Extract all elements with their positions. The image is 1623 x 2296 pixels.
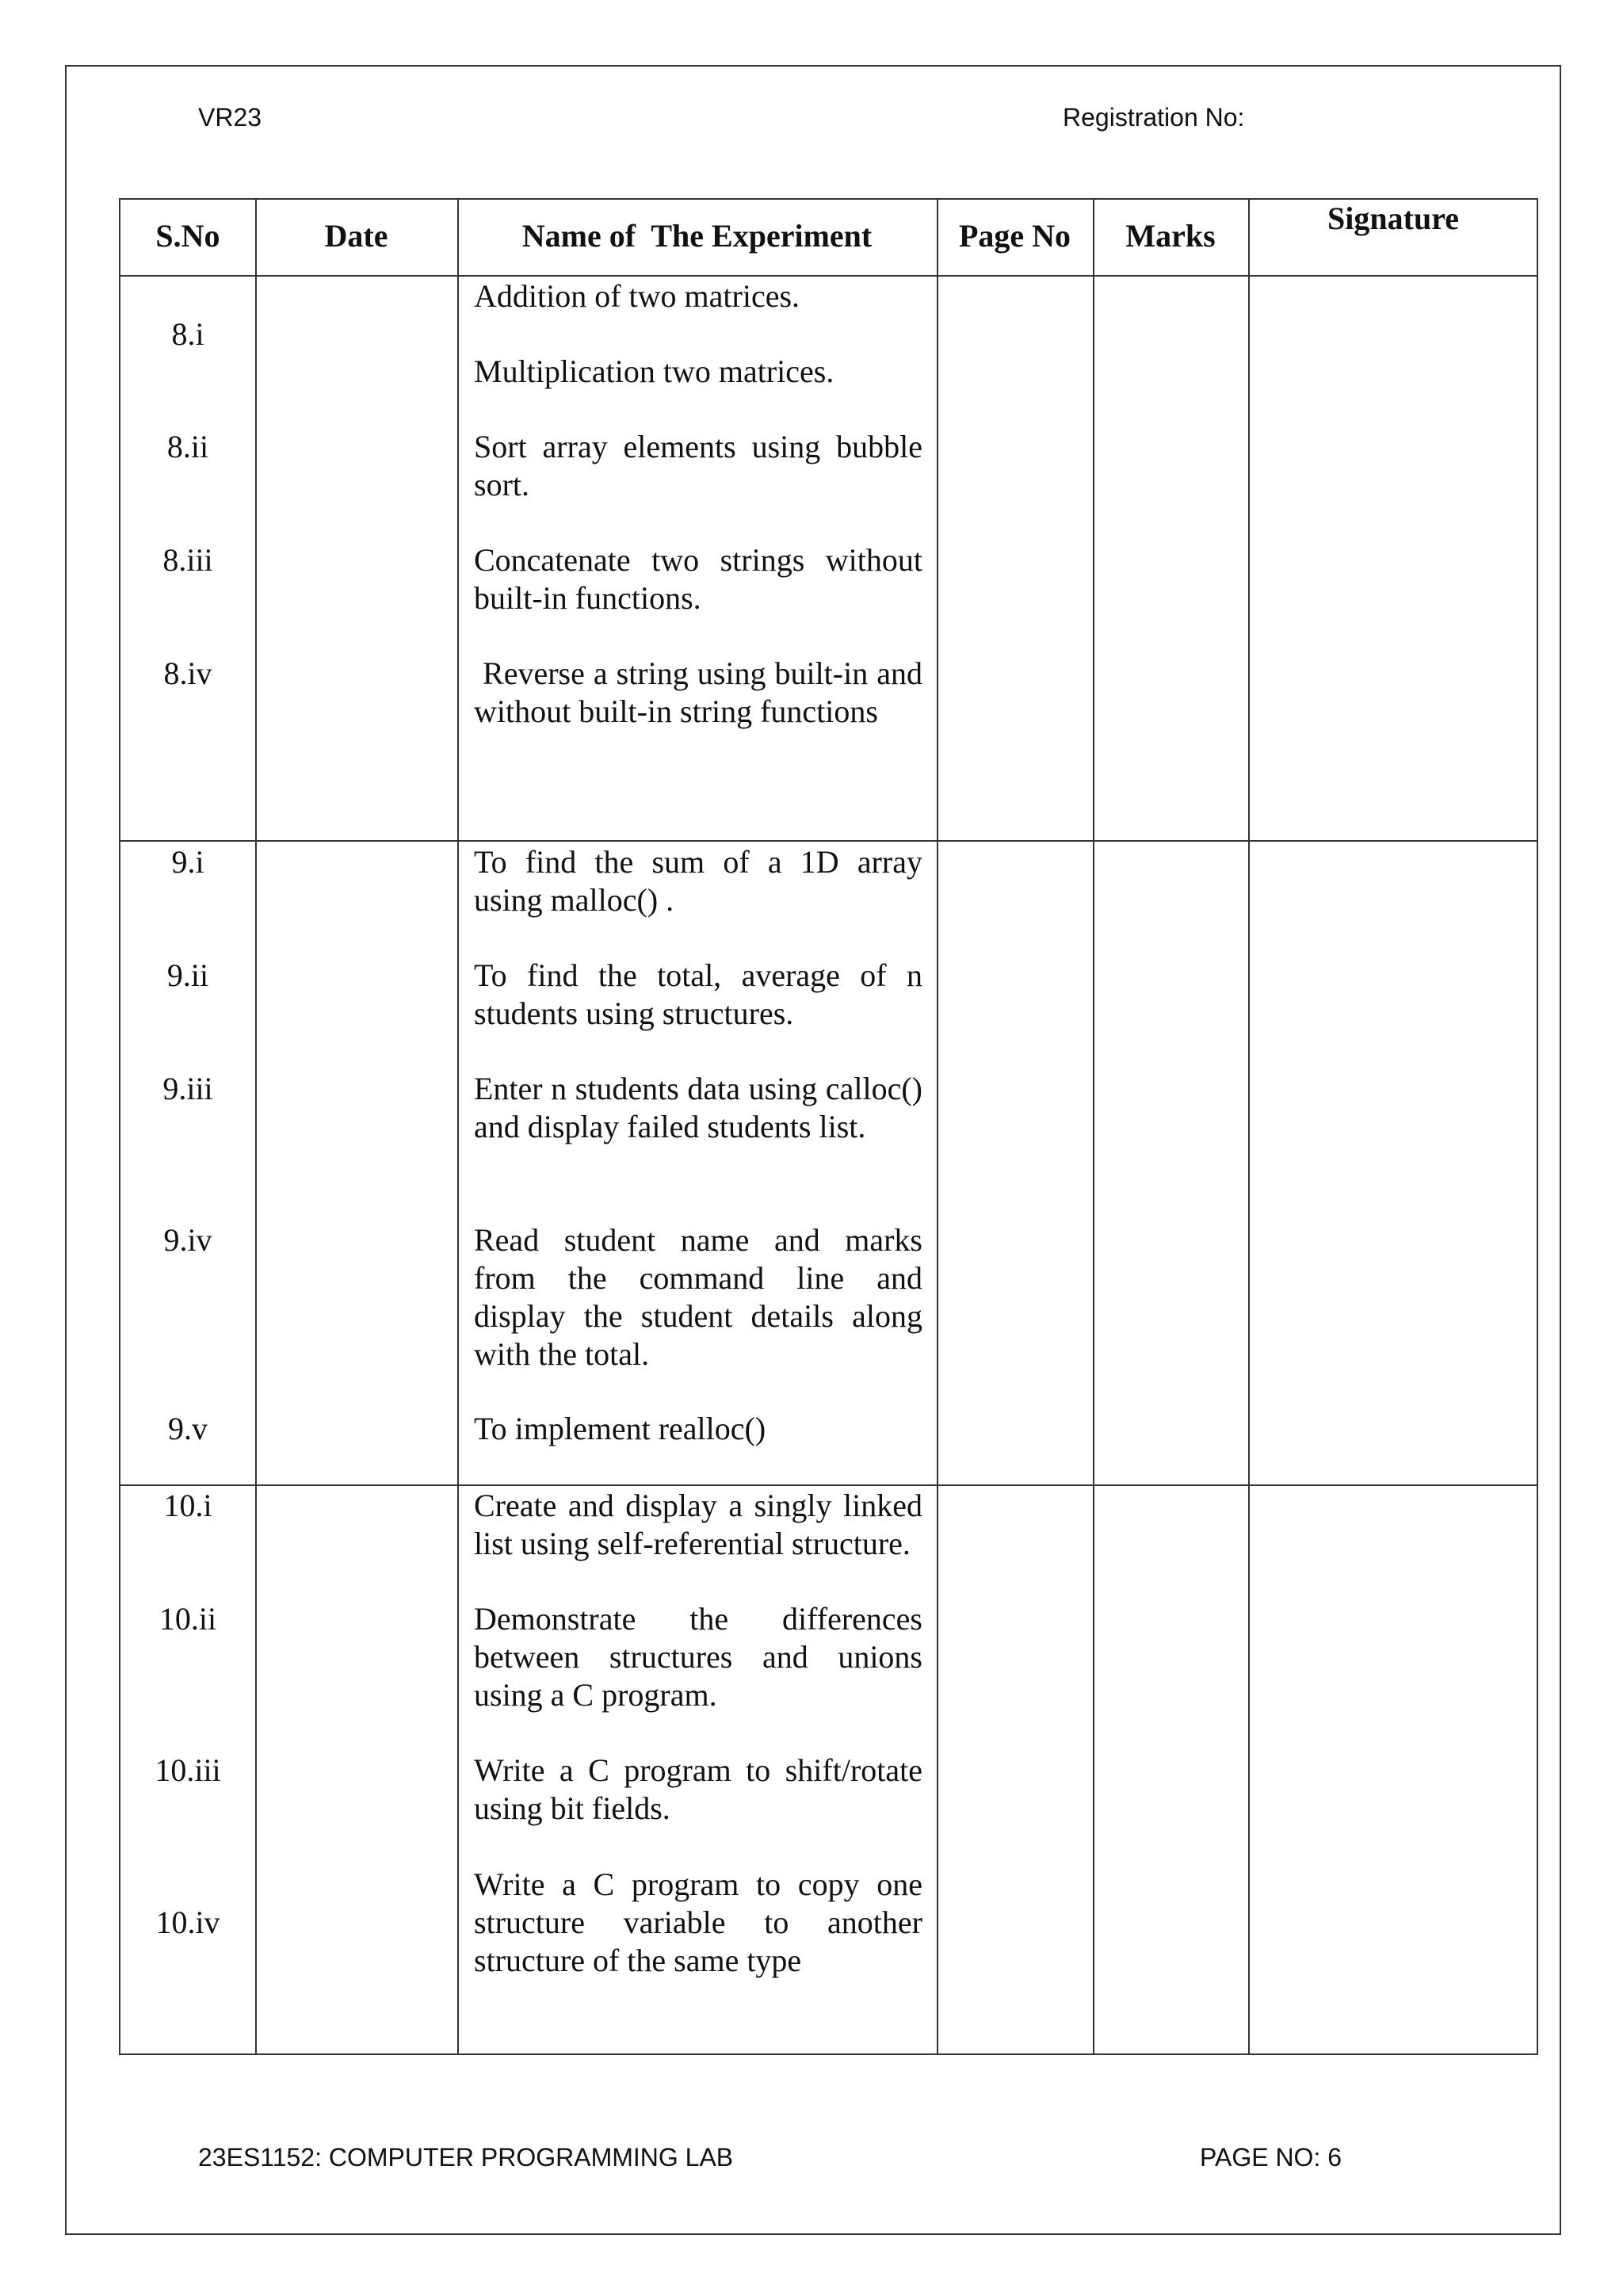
experiment-cell: Read student name and marks from the command line and display the student details along with the total. <box>474 1222 922 1372</box>
column-divider <box>255 200 257 2053</box>
sno-cell: 10.i <box>163 1488 212 1523</box>
sno-cell: 8.i <box>171 316 204 352</box>
sno-cell: 9.v <box>168 1411 208 1446</box>
experiment-cell: Reverse a string using built-in and without built-in string functions <box>474 655 930 729</box>
column-header-page-no: Page No <box>958 218 1071 254</box>
sno-cell: 9.iii <box>162 1071 213 1106</box>
column-divider <box>1093 200 1094 2053</box>
column-header-signature: Signature <box>1327 201 1459 236</box>
experiment-cell: To implement realloc() <box>474 1411 766 1446</box>
sno-cell: 8.iv <box>163 655 212 691</box>
sno-cell: 9.i <box>171 844 204 880</box>
experiment-cell: Enter n students data using calloc() and display failed students list. <box>474 1071 922 1144</box>
group-divider <box>120 1484 1537 1486</box>
sno-cell: 9.ii <box>166 957 209 993</box>
column-divider <box>1248 200 1250 2053</box>
experiment-cell: To find the total, average of n students using structures. <box>474 957 922 1031</box>
column-header-date: Date <box>324 218 388 254</box>
column-divider <box>937 200 938 2053</box>
header-row-divider <box>120 275 1537 277</box>
column-header-experiment: Name of The Experiment <box>521 218 873 254</box>
column-header-sno: S.No <box>155 218 220 254</box>
sno-cell: 9.iv <box>163 1222 212 1258</box>
sno-cell: 8.iii <box>162 542 213 578</box>
column-header-marks: Marks <box>1125 218 1216 254</box>
experiment-cell: Write a C program to copy one structure variable to another structure of the same type <box>474 1866 922 1978</box>
group-divider <box>120 840 1537 842</box>
experiment-cell: Multiplication two matrices. <box>474 353 834 389</box>
sno-cell: 8.ii <box>166 429 209 464</box>
footer-page-number: PAGE NO: 6 <box>1200 2143 1342 2172</box>
experiment-cell: Sort array elements using bubble sort. <box>474 429 922 502</box>
experiment-cell: To find the sum of a 1D array using malloc() . <box>474 844 922 918</box>
sno-cell: 10.iii <box>155 1752 221 1788</box>
experiment-cell: Demonstrate the differences between structures and unions using a C program. <box>474 1601 922 1713</box>
experiment-index-table <box>119 198 1538 2055</box>
experiment-cell: Write a C program to shift/rotate using bit fields. <box>474 1752 922 1826</box>
experiment-cell: Create and display a singly linked list using self-referential structure. <box>474 1488 922 1561</box>
sno-cell: 10.ii <box>158 1601 217 1637</box>
header-registration-label: Registration No: <box>1063 103 1245 132</box>
experiment-cell: Concatenate two strings without built-in functions. <box>474 542 922 616</box>
footer-course-title: 23ES1152: COMPUTER PROGRAMMING LAB <box>198 2143 734 2172</box>
header-regulation: VR23 <box>198 103 262 132</box>
experiment-cell: Addition of two matrices. <box>474 278 800 314</box>
sno-cell: 10.iv <box>155 1904 220 1940</box>
column-divider <box>457 200 459 2053</box>
